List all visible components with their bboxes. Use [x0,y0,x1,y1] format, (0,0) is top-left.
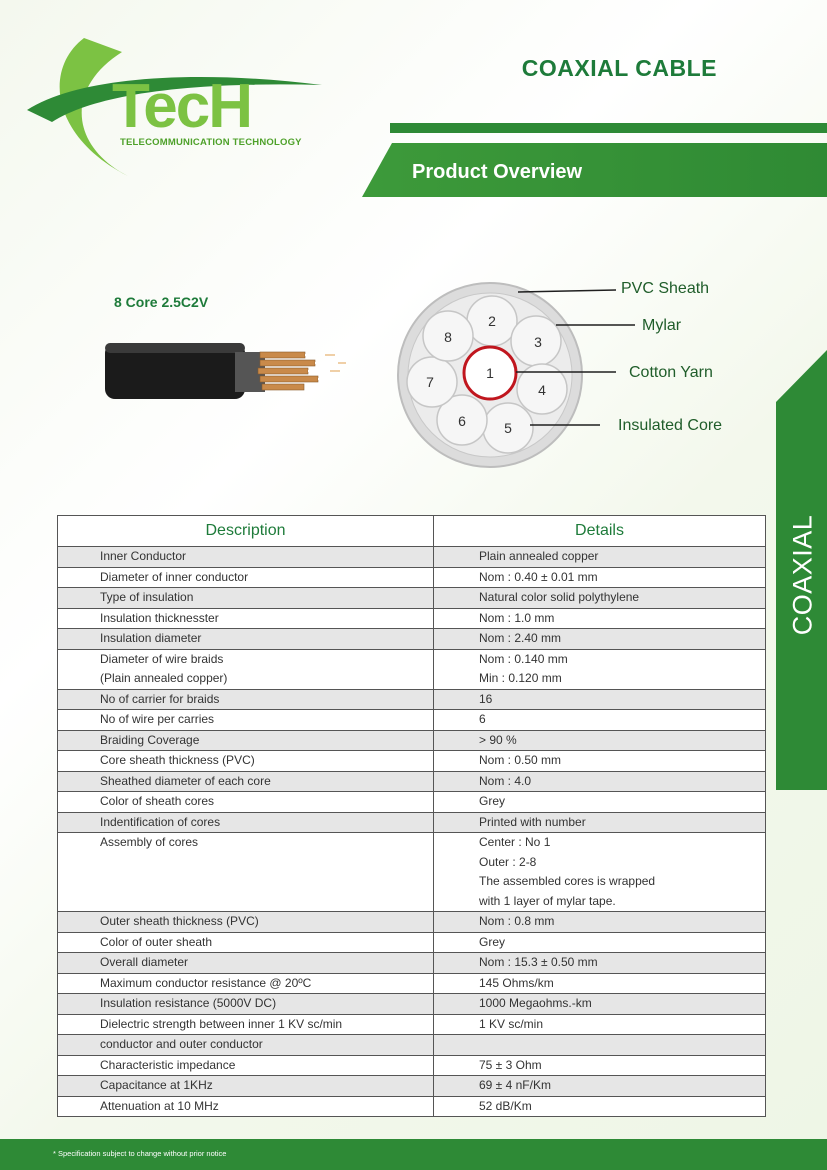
cell-line: Diameter of wire braids [100,651,224,666]
section-title: Product Overview [412,161,583,183]
table-row [58,649,766,689]
core-5-label: 5 [504,420,512,436]
cell-line: Outer : 2-8 [479,854,537,869]
cell-description [58,649,434,689]
cell-line: Insulation thicknesster [100,610,219,625]
side-tab-label-wrap [778,514,827,636]
table-row [58,994,766,1015]
cell-line: Nom : 0.40 ± 0.01 mm [479,569,598,584]
cell-description [58,608,434,629]
logo-tagline: TELECOMMUNICATION TECHNOLOGY [120,137,302,148]
cell-details [434,994,766,1015]
cell-line: 52 dB/Km [479,1098,532,1113]
cell-description [58,689,434,710]
core-1-label: 1 [486,365,494,381]
table-row [58,1055,766,1076]
table-row [58,953,766,974]
table-row [58,932,766,953]
cell-line: Insulation diameter [100,631,202,645]
table-row [58,1035,766,1056]
table-row [58,547,766,568]
cell-details [434,751,766,772]
cell-line: Overall diameter [100,955,189,969]
cell-line: Indentification of cores [100,814,221,829]
cell-line: The assembled cores is wrapped [479,874,656,888]
table-row [58,689,766,710]
cell-line: Nom : 2.40 mm [479,631,562,645]
cell-line: Dielectric strength between inner 1 KV sc/min [100,1016,343,1031]
cell-line: > 90 % [479,732,517,747]
table-row [58,771,766,792]
header-description: Description [58,516,434,547]
table-row [58,608,766,629]
cell-line: Nom : 15.3 ± 0.50 mm [479,955,598,969]
side-tab-label: COAXIAL [787,514,818,636]
cell-details [434,833,766,912]
cell-details [434,771,766,792]
cell-line: Center : No 1 [479,835,551,849]
cell-line: Capacitance at 1KHz [100,1078,213,1092]
cell-line: Nom : 0.8 mm [479,914,555,928]
cell-details [434,629,766,650]
cell-description [58,588,434,609]
cell-details [434,1076,766,1097]
cell-line: Natural color solid polythylene [479,590,640,604]
table-row [58,912,766,933]
cell-details [434,1035,766,1056]
cell-line: Color of sheath cores [100,794,215,808]
cell-details [434,608,766,629]
cell-details [434,588,766,609]
cell-description [58,1096,434,1117]
table-row [58,730,766,751]
table-row [58,710,766,731]
table-header-row [58,516,766,547]
cell-description [58,751,434,772]
cell-description [58,1076,434,1097]
cell-line: Sheathed diameter of each core [100,773,271,788]
cell-line: with 1 layer of mylar tape. [479,893,616,908]
cell-description [58,1055,434,1076]
cell-description [58,912,434,933]
cell-description [58,994,434,1015]
spec-table-body [58,547,766,1117]
cell-line: Grey [479,934,506,949]
label-insulated-core: Insulated Core [618,417,723,434]
cell-line: conductor and outer conductor [100,1037,263,1051]
cell-line: 145 Ohms/km [479,975,554,990]
cell-line: Nom : 1.0 mm [479,610,555,625]
cell-line: Maximum conductor resistance @ 20ºC [100,975,312,990]
cell-line: Nom : 0.50 mm [479,753,562,767]
cell-line [479,1035,765,1055]
cell-line: Attenuation at 10 MHz [100,1098,219,1113]
cell-line: Insulation resistance (5000V DC) [100,996,277,1010]
cell-line: 1000 Megaohms.-km [479,996,592,1010]
core-6-label: 6 [458,413,466,429]
cell-line: Braiding Coverage [100,732,200,747]
cell-line: Characteristic impedance [100,1057,236,1072]
footer-note: * Specification subject to change without prior notice [53,1149,227,1158]
cell-details [434,932,766,953]
cell-line: Assembly of cores [100,835,199,849]
cell-description [58,812,434,833]
cell-details [434,567,766,588]
table-row [58,1014,766,1035]
cell-line: 16 [479,691,493,706]
cell-description [58,792,434,813]
cell-line: Min : 0.120 mm [479,671,562,685]
cell-details [434,792,766,813]
table-row [58,567,766,588]
cell-details [434,649,766,689]
core-8-label: 8 [444,329,452,345]
cable-image [100,330,350,410]
cell-line: Printed with number [479,814,586,829]
cell-details [434,1055,766,1076]
core-7-label: 7 [426,374,434,390]
cell-line: Nom : 0.140 mm [479,651,568,666]
cell-line: No of carrier for braids [100,691,220,706]
cell-line: 6 [479,712,486,726]
cell-description [58,932,434,953]
cell-line: Outer sheath thickness (PVC) [100,914,259,928]
cell-line: Nom : 4.0 [479,773,532,788]
cell-description [58,1035,434,1056]
logo-word: TecH [112,72,252,141]
label-cotton-yarn: Cotton Yarn [629,364,713,381]
table-row [58,751,766,772]
label-pvc-sheath: PVC Sheath [621,280,710,297]
cell-description [58,833,434,912]
cell-description [58,629,434,650]
cell-line: Diameter of inner conductor [100,569,249,584]
label-mylar: Mylar [642,317,682,334]
cell-description [58,973,434,994]
cell-line: Inner Conductor [100,549,187,563]
cell-line: Type of insulation [100,590,194,604]
cell-details [434,689,766,710]
cell-details [434,547,766,568]
cell-details [434,912,766,933]
page-title: COAXIAL CABLE [521,55,717,81]
cell-details [434,973,766,994]
table-row [58,973,766,994]
cell-line: Color of outer sheath [100,934,213,949]
core-2-label: 2 [488,313,496,329]
header-bar [390,123,827,133]
cell-line: 69 ± 4 nF/Km [479,1078,551,1092]
cell-details [434,1096,766,1117]
cell-description [58,771,434,792]
cell-line: Plain annealed copper [479,549,599,563]
cell-line: Core sheath thickness (PVC) [100,753,255,767]
cell-details [434,710,766,731]
table-row [58,1096,766,1117]
cell-description [58,567,434,588]
cell-details [434,812,766,833]
table-row [58,833,766,912]
cell-line: Grey [479,794,506,808]
cell-description [58,547,434,568]
cell-details [434,1014,766,1035]
product-model: 8 Core 2.5C2V [114,294,209,310]
header-details: Details [434,516,766,547]
cell-description [58,953,434,974]
spec-table [57,515,766,1117]
table-row [58,1076,766,1097]
cell-line: 1 KV sc/min [479,1016,544,1031]
cell-line: 75 ± 3 Ohm [479,1057,542,1072]
core-4-label: 4 [538,382,546,398]
cell-description [58,730,434,751]
cell-description [58,1014,434,1035]
table-row [58,588,766,609]
cell-details [434,953,766,974]
table-row [58,812,766,833]
table-row [58,629,766,650]
cell-details [434,730,766,751]
table-row [58,792,766,813]
cell-line: (Plain annealed copper) [100,671,228,685]
cell-description [58,710,434,731]
cell-line: No of wire per carries [100,712,215,726]
core-3-label: 3 [534,334,542,350]
